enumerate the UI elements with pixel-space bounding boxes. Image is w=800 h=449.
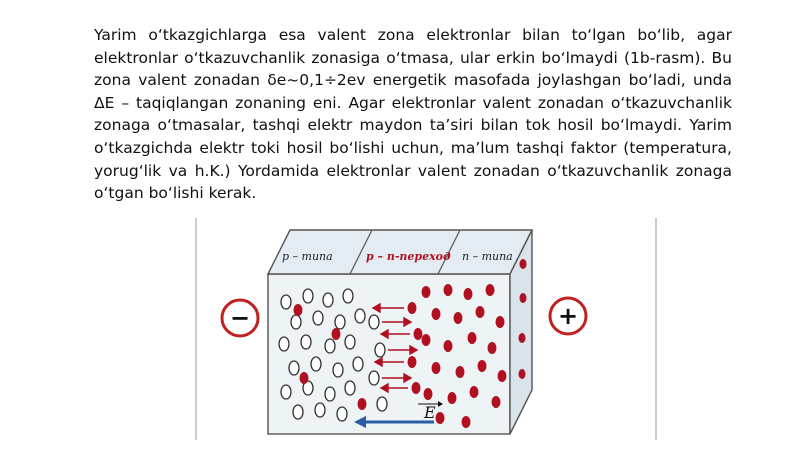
hole xyxy=(281,385,291,399)
electron xyxy=(414,328,423,340)
electron xyxy=(476,306,485,318)
electron xyxy=(294,304,303,316)
electron xyxy=(432,362,441,374)
electron xyxy=(448,392,457,404)
electron xyxy=(444,284,453,296)
hole xyxy=(301,335,311,349)
hole xyxy=(303,289,313,303)
label-p-type: p – типа xyxy=(282,250,333,263)
electron xyxy=(436,412,445,424)
electron xyxy=(486,284,495,296)
electron xyxy=(478,360,487,372)
hole xyxy=(377,397,387,411)
hole xyxy=(323,293,333,307)
hole xyxy=(325,387,335,401)
hole xyxy=(375,343,385,357)
hole xyxy=(313,311,323,325)
hole xyxy=(335,315,345,329)
hole xyxy=(345,381,355,395)
electron xyxy=(468,332,477,344)
hole xyxy=(345,335,355,349)
electron xyxy=(444,340,453,352)
hole xyxy=(369,371,379,385)
label-pn-junction: p – n-переход xyxy=(366,250,451,263)
electron xyxy=(300,372,309,384)
electron xyxy=(498,370,507,382)
electron xyxy=(408,356,417,368)
electron xyxy=(519,333,526,343)
minus-sign: − xyxy=(229,304,251,332)
electron xyxy=(519,369,526,379)
hole xyxy=(333,363,343,377)
hole xyxy=(311,357,321,371)
hole xyxy=(355,309,365,323)
hole xyxy=(369,315,379,329)
electron xyxy=(422,286,431,298)
electron xyxy=(492,396,501,408)
hole xyxy=(343,289,353,303)
electron xyxy=(432,308,441,320)
electron xyxy=(456,366,465,378)
plus-sign: + xyxy=(557,302,579,330)
electron xyxy=(408,302,417,314)
electron xyxy=(454,312,463,324)
pn-junction-diagram xyxy=(190,218,665,446)
hole xyxy=(337,407,347,421)
electron xyxy=(462,416,471,428)
hole xyxy=(289,361,299,375)
electron xyxy=(496,316,505,328)
hole xyxy=(315,403,325,417)
electron xyxy=(488,342,497,354)
electron xyxy=(470,386,479,398)
hole xyxy=(279,337,289,351)
electron xyxy=(520,259,527,269)
electron xyxy=(424,388,433,400)
hole xyxy=(291,315,301,329)
hole xyxy=(325,339,335,353)
electron xyxy=(332,328,341,340)
hole xyxy=(353,357,363,371)
electron xyxy=(422,334,431,346)
electron xyxy=(520,293,527,303)
field-label: E xyxy=(424,403,436,422)
hole xyxy=(281,295,291,309)
electron xyxy=(358,398,367,410)
electron xyxy=(412,382,421,394)
label-n-type: n – типа xyxy=(462,250,513,263)
electron xyxy=(464,288,473,300)
hole xyxy=(293,405,303,419)
body-paragraph: Yarim o‘tkazgichlarga esa valent zona elektronlar bilan to‘lgan bo‘lib, agar elektronlar o‘tkazuvchanlik zonasiga o‘tmasa, ular erkin bo‘lmaydi (1b-rasm). Bu zona valent zonadan δe~0,1÷2ev energetik masofada joylashgan bo‘ladi, unda ΔE – taqiqlangan zonaning eni. Agar elektronlar valent zonadan o‘tkazuvchanlik zonaga o‘tmasalar, tashqi elektr maydon ta’siri bilan tok hosil bo‘lmaydi. Yarim o‘tkazgichda elektr toki hosil bo‘lishi uchun, ma’lum tashqi faktor (temperatura, yorug‘lik va h.K.) Yordamida elektronlar valent zonadan o‘tkazuvchanlik zonaga o‘tgan bo‘lishi kerak. xyxy=(94,26,732,203)
